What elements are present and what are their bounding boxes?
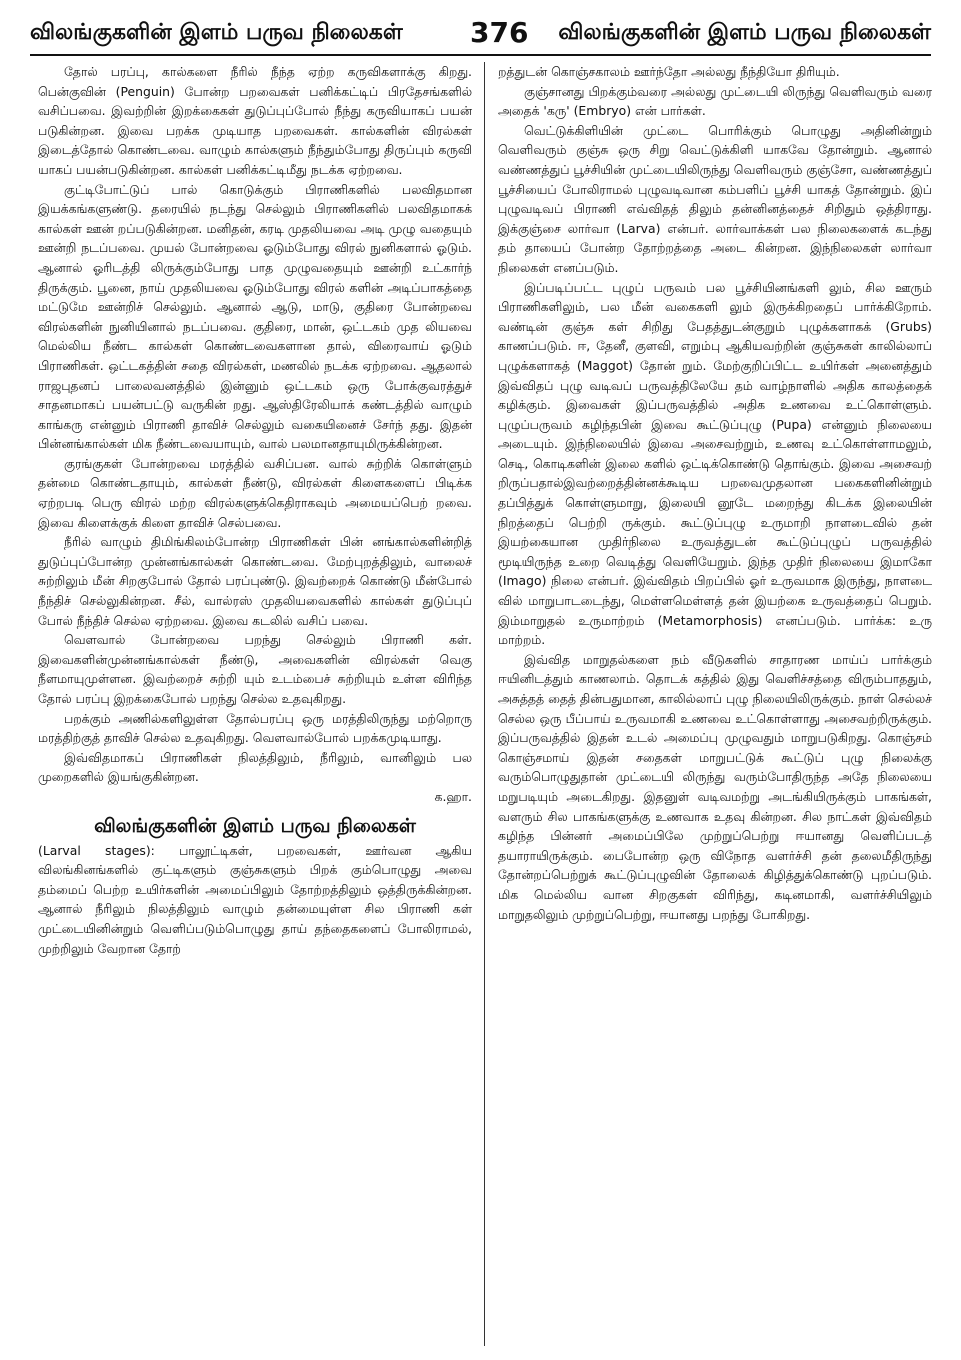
section-title: விலங்குகளின் இளம் பருவ நிலைகள்: [94, 814, 416, 837]
paragraph: (Larval stages): பாலூட்டிகள், பறவைகள், ஊர்வன ஆகிய விலங்கினங்களில் குட்டிகளும் குஞ்சுகளும் பிறக் கும்பொழுது அவை தம்மைப் பெற்ற உயிர்களின் அமைப்பிலும் தோற்றத்திலும் ஒத்திருக்கின்றன. ஆனால் நீரிலும் நிலத்திலும் வாழும் தன்மையுள்ள சில பிராணி கள் முட்டையினின்றும் வெளிப்படும்பொழுது தாய் தந்தைகளைப் போலிராமல், முற்றிலும் வேறான தோற்: [38, 842, 472, 956]
paragraph: குரங்குகள் போன்றவை மரத்தில் வசிப்பன. வால் சுற்றிக் கொள்ளும் தன்மை கொண்டதாயும், கால்கள் நீண்டு, விரல்கள் கிளைகளைப் பிடிக்க ஏற்றபடி பெரு விரல் மற்ற விரல்களுக்கெதிராகவும் அமையப்பெற் றவை. இவை கிளைக்குக் கிளை தாவிச் செல்பவை.: [38, 455, 472, 530]
paragraph: பறக்கும் அணில்களிலுள்ள தோல்பரப்பு ஒரு மரத்திலிருந்து மற்றொரு மரத்திற்குத் தாவிச் செல்ல உதவுகிறது. வௌவால்போல் பறக்கமுடியாது.: [38, 710, 472, 746]
page-header: [30, 18, 931, 56]
left-column: [38, 62, 472, 958]
paragraph: இவ்வித மாறுதல்களை நம் வீடுகளில் சாதாரண மாய்ப் பார்க்கும் ஈயினிடத்தும் காணலாம். தொடக் கத்தில் இது வெளிச்சத்தை விரும்பாததும், அசுத்தத் தைத் தின்பதுமான, காலில்லாப் புழு நிலையிலிருக்கும். நாள் செல்லச் செல்ல ஒரு பீப்பாய் உருவமாகி உணவை உட்கொள்ளாது அசைவற்றிருக்கும். இப்பருவத்தில் இதன் உடல் அமைப்பு முழுவதும் மாறுபடுகிறது. கொஞ்சம் கொஞ்சமாய் இதன் சதைகள் மாறுபட்டுக் கூட்டுப் புழு நிலைக்கு வரும்பொழுதுதான் முட்டையி லிருந்து வரும்போதிருந்த அதே நிலையை மறுபடியும் அடைகிறது. இதனுள் வடிவமற்று அடங்கியிருக்கும் பாகங்கள், வளரும் சில பாகங்களுக்கு உணவாக உதவு கின்றன. சில நாட்கள் இவ்விதம் கழிந்த பின்னர் அமைப்பிலே முற்றுப்பெற்று ஈயானது வெளிப்படத் தயாராயிருக்கும். பைபோன்ற ஒரு விநோத வளர்ச்சி தன் தலைமீதிருந்து தோன்றப்பெற்றுக் கூட்டுப்புழுவின் தோலைக் கிழித்துக்கொண்டு புறப்படும். மிக மெல்லிய வான சிறகுகள் விரிந்து, கடினமாகி, வளர்ச்சியிலும் மாறுதலிலும் முற்றுப்பெற்று, ஈயானது பறந்து போகிறது.: [498, 651, 932, 922]
paragraph: இவ்விதமாகப் பிராணிகள் நிலத்திலும், நீரிலும், வானிலும் பல முறைகளில் இயங்குகின்றன.: [38, 749, 472, 785]
paragraph: இப்படிப்பட்ட புழுப் பருவம் பல பூச்சியினங்களி லும், சில ஊரும் பிராணிகளிலும், பல மீன் வகைகளி லும் இருக்கிறதைப் பார்க்கிறோம். வண்டின் குஞ்சு கள் சிறிது பேதத்துடன்குறும் புழுக்களாகக் (Grubs) காணப்படும். ஈ, தேனீ, குளவி, எறும்பு ஆகியவற்றின் குஞ்சுகள் காலில்லாப் புழுக்களாகத் (Maggot) தோன் றும். மேற்குறிப்பிட்ட உயிர்கள் அனைத்தும் இவ்விதப் புழு வடிவப் பருவத்திலேயே தம் வாழ்நாளில் அதிக காலத்தைக் கழிக்கும். இவைகள் இப்பருவத்தில் அதிக உணவை உட்கொள்ளும். புழுப்பருவம் கழிந்தபின் இவை கூட்டுப்புழு (Pupa) என்னும் நிலையை அடையும். இந்நிலையில் இவை அசைவற்றும், உணவு உட்கொள்ளாமலும், செடி, கொடிகளின் இலை களில் ஒட்டிக்கொண்டு தொங்கும். இவை அசைவற் றிருப்பதால்இவற்றைத்தின்னக்கூடிய பறவைமுதலான பகைகளினின்றும் தப்பித்துக் கொள்ளுமாறு, இலையி னூடே மறைந்து கிடக்க இலையின் நிறத்தைப் பெற்றி ருக்கும். கூட்டுப்புழு உருமாறி நாளடைவில் தன் இயற்கையான முதிர்நிலை உருவத்துடன் கூட்டுப்புழுப் பருவத்தில் மூடியிருந்த உறை வெடித்து வெளியேறும். இந்த முதிர் நிலையை இமாகோ (Imago) நிலை என்பர். இவ்விதம் பிறப்பில் ஓர் உருவமாக இருந்து, நாளடை வில் மாறுபாடடைந்து, மெள்ளமெள்ளத் தன் இயற்கை உருவத்தைப் பெறும். இம்மாறுதல் உருமாற்றம் (Metamorphosis) எனப்படும். பார்க்க: உரு மாற்றம்.: [498, 279, 932, 648]
paragraph: குஞ்சானது பிறக்கும்வரை அல்லது முட்டையி லிருந்து வெளிவரும் வரை அதைக் 'கரு' (Embryo) என் பார்கள்.: [498, 83, 932, 119]
paragraph: நீரில் வாழும் திமிங்கிலம்போன்ற பிராணிகள் பின் னங்கால்களின்றித் துடுப்புப்போன்ற முன்னங்கால்கள் கொண்டவை. மேற்புறத்திலும், வாலைச் சுற்றிலும் மீன் சிறகுபோல் தோல் பரப்புண்டு. இவற்றைக் கொண்டு மீன்போல் நீந்திச் செல்லுகின்றன. சீல், வால்ரஸ் முதலியவைகளில் கால்கள் துடுப்புப் போல் நீந்திச் செல்ல ஏற்றவை. இவை கடலில் வசிப் பவை.: [38, 534, 472, 628]
column-divider: [484, 62, 485, 1346]
author-signature: க.ஹா.: [434, 788, 472, 804]
paragraph: வெட்டுக்கிளியின் முட்டை பொரிக்கும் பொழுது அதினின்றும் வெளிவரும் குஞ்சு ஒரு சிறு வெட்டுக்கிளி யாகவே தோன்றும். ஆனால் வண்ணத்துப் பூச்சியின் முட்டையிலிருந்து வெளிவரும் குஞ்சோ, வண்ணத்துப் பூச்சியைப் போலிராமல் புழுவடிவான கம்பளிப் பூச்சி யாகத் தோன்றும். இப் புழுவடிவப் பிராணி எவ்விதத் திலும் தன்னினத்தைச் சிறிதும் ஒத்திராது. இக்குஞ்சை லார்வா (Larva) என்பர். லார்வாக்கள் பல நிலைகளைக் கடந்து தம் தாயைப் போன்ற தோற்றத்தை அடை கின்றன. இந்நிலைகள் லார்வா நிலைகள் எனப்படும்.: [498, 122, 932, 275]
paragraph: குட்டிபோட்டுப் பால் கொடுக்கும் பிராணிகளில் பலவிதமான இயக்கங்களுண்டு. தரையில் நடந்து செல்லும் பிராணிகளில் பலவிதமாகக் கால்கள் ஊன் றப்படுகின்றன. மனிதன், கரடி முதலியவை அடி முழு வதையும் ஊன்றி நடப்பவை. முயல் போன்றவை ஓடும்போது விரல் நுனிகளால் ஓடும். ஆனால் ஓரிடத்தி லிருக்கும்போது பாத முழுவதையும் ஊன்றி உட்கார்ந் திருக்கும். பூனை, நாய் முதலியவை ஓடும்போது விரல் களின் அடிப்பாகத்தை மட்டுமே ஊன்றிச் செல்லும். ஆனால் ஆடு, மாடு, குதிரை போன்றவை விரல்களின் நுனியினால் நடப்பவை. குதிரை, மான், ஒட்டகம் முத லியவை மெல்லிய நீண்ட கால்கள் கொண்டவைகளான தால், விரைவாய் ஓடும் பிராணிகள். ஒட்டகத்தின் சதை விரல்கள், மணலில் நடக்க ஏற்றவை. ஆதலால் ராஜபுதனப் பாலைவனத்தில் இன்னும் ஒட்டகம் ஒரு போக்குவரத்துச் சாதனமாகப் பயன்பட்டு வருகின் றது. ஆஸ்திரேலியாக் கண்டத்தில் வாழும் காங்கரு என்னும் பிராணி தாவிச் செல்லும் வகையினைச் சேர்ந் தது. இதன் பின்னங்கால்கள் மிக நீண்டவையாயும், வால் பலமானதாயுமிருக்கின்றன.: [38, 181, 472, 452]
right-column: [498, 62, 932, 924]
header-right-title: விலங்குகளின் இளம் பருவ நிலைகள்: [558, 20, 931, 45]
paragraph: வௌவால் போன்றவை பறந்து செல்லும் பிராணி கள். இவைகளின்முன்னங்கால்கள் நீண்டு, அவைகளின் விரல்கள் வெகு நீளமாயுமுள்ளன. இவற்றைச் சுற்றி யும் உடம்பைச் சுற்றியும் உள்ள விரிந்த தோல் பரப்பு இறக்கைபோல் பறந்து செல்ல உதவுகிறது.: [38, 632, 472, 706]
paragraph: தோல் பரப்பு, கால்களை நீரில் நீந்த ஏற்ற கருவிகளாக்கு கிறது. பென்குவின் (Penguin) போன்ற பறவைகள் பனிக்கட்டிப் பிரதேசங்களில் வசிப்பவை. இவற்றின் இறக்கைகள் துடுப்புப்போல் நீந்து கருவியாகப் பயன் படுகின்றன. இவை பறக்க முடியாத பறவைகள். கால்களின் விரல்கள் இடைத்தோல் கொண்டவை. வாழும் கால்களும் நீந்தும்போது திருப்பும் கருவி யாகப் பயன்படுகின்றன. கால்கள் பனிக்கட்டிமீது நடக்க ஏற்றவை.: [38, 64, 472, 177]
paragraph: றத்துடன் கொஞ்சகாலம் ஊர்ந்தோ அல்லது நீந்தியோ திரியும்.: [498, 64, 840, 79]
page-number: 376: [470, 16, 529, 49]
header-left-title: விலங்குகளின் இளம் பருவ நிலைகள்: [30, 20, 403, 45]
